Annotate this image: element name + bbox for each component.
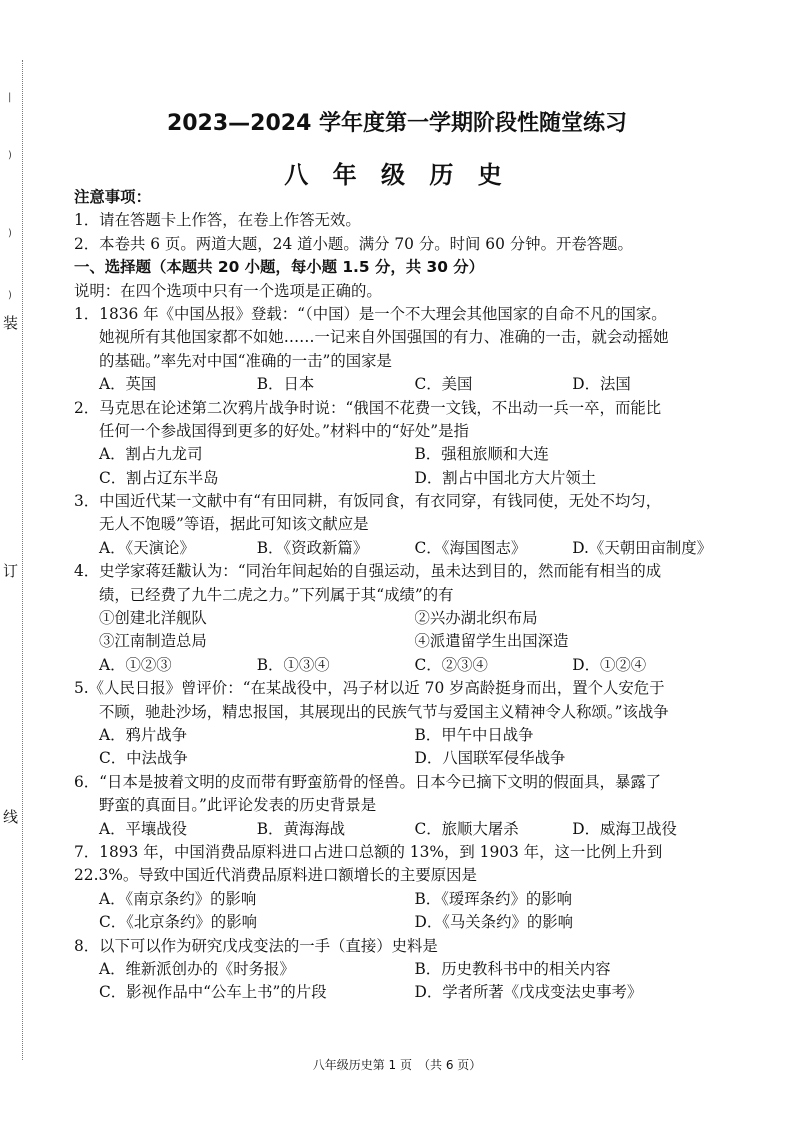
question-6-text: 6．“日本是披着文明的皮而带有野蛮筋骨的怪兽。日本今已摘下文明的假面具，暴露了 (74, 772, 662, 791)
question-4-text: 4．史学家蒋廷黻认为：“同治年间起始的自强运动，虽未达到目的，然而能有相当的成 (74, 562, 662, 581)
option-a: A．割占九龙司 (99, 445, 203, 464)
gutter-label-xian: 线 (3, 808, 19, 826)
exam-subtitle: 八 年 级 历 史 (284, 161, 510, 189)
option-d: D．法国 (572, 375, 631, 394)
option-c: C．中法战争 (99, 749, 188, 768)
option-c: C．《北京条约》的影响 (99, 913, 257, 932)
question-4-text: 绩，已经费了九牛二虎之力。”下列属于其“成绩”的有 (99, 585, 454, 604)
question-5-text: 5.《人民日报》曾评价：“在某战役中，冯子材以近 70 岁高龄挺身而出，置个人安危于 (74, 679, 665, 698)
option-c: C．《海国图志》 (414, 538, 527, 557)
question-3-options (74, 537, 730, 560)
option-d: D．《马关条约》的影响 (414, 913, 574, 932)
statement-4: ④派遣留学生出国深造 (414, 632, 569, 651)
option-d: D.《天朝田亩制度》 (572, 538, 713, 557)
question-7-options (74, 911, 730, 934)
option-b: B．日本 (256, 375, 315, 394)
gutter-mark: ) (8, 150, 12, 161)
question-8-options (74, 958, 730, 981)
option-c: C．影视作品中“公车上书”的片段 (99, 983, 327, 1002)
gutter-label-ding: 订 (3, 562, 19, 580)
option-d: D．学者所著《戊戌变法史事考》 (414, 983, 643, 1002)
option-b: B．《资政新篇》 (256, 538, 369, 557)
option-a: A．①②③ (99, 655, 172, 674)
option-b: B．甲午中日战争 (414, 725, 534, 744)
question-1-text: 她视所有其他国家都不如她……一记来自外国强国的有力、准确的一击，就会动摇她 (99, 328, 669, 347)
question-7-text: 22.3%。导致中国近代消费品原料进口额增长的主要原因是 (74, 866, 477, 885)
option-c: C．②③④ (414, 655, 488, 674)
gutter-mark: ) (8, 228, 12, 239)
question-8-text: 8．以下可以作为研究戊戌变法的一手（直接）史料是 (74, 936, 438, 955)
question-1-text: 的基础。”率先对中国“准确的一击”的国家是 (99, 351, 392, 370)
page-footer: 八年级历史第 1 页 （共 6 页） (312, 1058, 482, 1072)
question-2-text: 任何一个参战国得到更多的好处。”材料中的“好处”是指 (99, 421, 469, 440)
question-4-options (74, 654, 730, 677)
binding-dotted-line (22, 60, 23, 1060)
gutter-mark: | (8, 92, 12, 103)
question-2-options (74, 443, 730, 466)
question-1-text: 1．1836 年《中国丛报》登载：“（中国）是一个不大理会其他国家的自命不凡的国家。 (74, 304, 667, 323)
option-c: C．旅顺大屠杀 (414, 819, 519, 838)
notes-item: 1．请在答题卡上作答，在卷上作答无效。 (74, 211, 361, 230)
option-d: D．①②④ (572, 655, 647, 674)
statement-2: ②兴办湖北织布局 (414, 609, 538, 628)
option-c: C．割占辽东半岛 (99, 468, 219, 487)
question-3-text: 无人不饱暖”等语，据此可知该文献应是 (99, 515, 369, 534)
statement-1: ①创建北洋舰队 (99, 609, 207, 628)
question-3-text: 3．中国近代某一文献中有“有田同耕，有饭同食，有衣同穿，有钱同使，无处不均匀， (74, 492, 662, 511)
question-4-statements (74, 607, 730, 630)
question-7-text: 7．1893 年，中国消费品原料进口占进口总额的 13%，到 1903 年，这一比例上升到 (74, 842, 663, 861)
option-b: B．《瑷珲条约》的影响 (414, 889, 573, 908)
option-a: A．维新派创办的《时务报》 (99, 959, 295, 978)
notes-heading: 注意事项： (74, 188, 151, 206)
option-b: B．黄海海战 (256, 819, 346, 838)
option-b: B．历史教科书中的相关内容 (414, 959, 611, 978)
section-title: 一、选择题（本题共 20 小题，每小题 1.5 分，共 30 分） (74, 258, 485, 277)
option-b: B．①③④ (256, 655, 330, 674)
gutter-mark: ) (8, 290, 12, 301)
option-a: A．鸦片战争 (99, 725, 188, 744)
option-c: C．美国 (414, 375, 473, 394)
exam-content (74, 186, 730, 1005)
option-d: D．八国联军侵华战争 (414, 749, 566, 768)
notes-item: 2．本卷共 6 页。两道大题，24 道小题。满分 70 分。时间 60 分钟。开卷答题。 (74, 234, 633, 253)
option-b: B．强租旅顺和大连 (414, 445, 549, 464)
section-instruction: 说明：在四个选项中只有一个选项是正确的。 (74, 281, 382, 300)
statement-3: ③江南制造总局 (99, 632, 207, 651)
question-1-options (74, 373, 730, 396)
question-4-statements (74, 630, 730, 653)
option-d: D．威海卫战役 (572, 819, 677, 838)
question-2-text: 2．马克思在论述第二次鸦片战争时说：“俄国不花费一文钱，不出动一兵一卒，而能比 (74, 398, 662, 417)
question-5-options (74, 747, 730, 770)
option-a: A．英国 (99, 375, 157, 394)
question-5-options (74, 724, 730, 747)
question-7-options (74, 888, 730, 911)
option-a: A．平壤战役 (99, 819, 188, 838)
option-a: A．《南京条约》的影响 (99, 889, 257, 908)
option-a: A．《天演论》 (99, 538, 195, 557)
exam-title: 2023—2024 学年度第一学期阶段性随堂练习 (166, 111, 628, 136)
gutter-label-zhuang: 装 (3, 314, 19, 332)
question-6-text: 野蛮的真面目。”此评论发表的历史背景是 (99, 796, 377, 815)
question-5-text: 不顾，驰赴沙场，精忠报国，其展现出的民族气节与爱国主义精神令人称颂。”该战争 (99, 702, 669, 721)
option-d: D．割占中国北方大片领土 (414, 468, 597, 487)
question-2-options (74, 467, 730, 490)
question-6-options (74, 818, 730, 841)
question-8-options (74, 981, 730, 1004)
